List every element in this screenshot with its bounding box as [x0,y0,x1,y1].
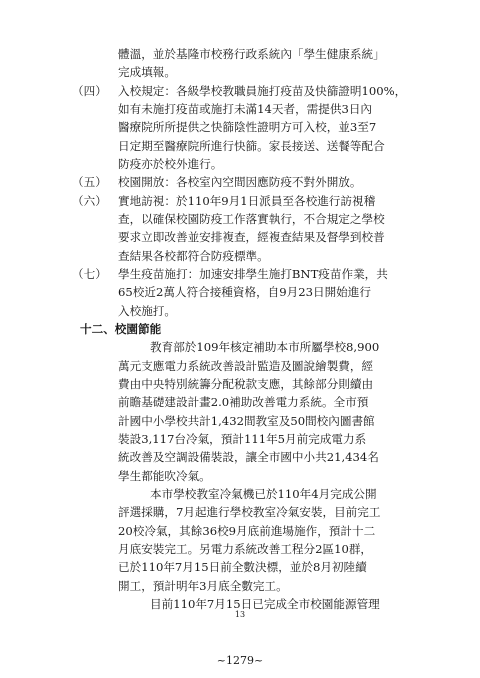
item-7-line: 65校近2萬人符合接種資格，自9月23日開始進行 [118,285,371,300]
paragraph-2-line: 本市學校教室冷氣機已於110年4月完成公開 [150,487,377,501]
paragraph-1-line: 萬元支應電力系統改善設計監造及圖說繪製費，經 [118,358,374,373]
item-7-marker: （七） [72,267,107,281]
item-6-line: 實地訪視：於110年9月1日派員至各校進行訪視稽 [118,193,376,208]
item-6-line: 要求立即改善並安排複查，經複查結果及督學到校普 [118,230,385,245]
paragraph-3-line: 目前110年7月15日已完成全市校園能源管理 [150,597,380,611]
paragraph-2-line: 開工，預計明年3月底全數完工。 [118,578,288,593]
item-6-marker: （六） [72,193,107,208]
item-4-line: 防疫亦於校外進行。 [118,157,223,171]
item-6-line: 查結果各校都符合防疫標準。 [118,248,269,263]
item-6-line: 查，以確保校園防疫工作落實執行，不合規定之學校 [118,212,385,226]
continuation-line-2: 完成填報。 [118,65,176,80]
footer-page-number: ~1279~ [216,654,264,667]
item-4-line: 入校規定：各級學校教職員施打疫苗及快篩證明100%， [118,83,407,98]
item-7-line: 學生疫苗施打：加速安排學生施打BNT疫苗作業，共 [118,267,388,281]
item-5-marker: （五） [72,175,107,190]
paragraph-1-line: 教育部於109年核定補助本市所屬學校8,900 [150,340,380,355]
section-heading: 十二、校園節能 [80,322,162,336]
item-5-line: 校園開放：各校室內空間因應防疫不對外開放。 [118,175,362,190]
item-4-line: 如有未施打疫苗或施打未滿14天者，需提供3日內 [118,102,373,116]
page-number: 13 [234,610,246,619]
item-4-marker: （四） [72,83,107,98]
paragraph-2-line: 評選採購，7月起進行學校教室冷氣安裝，目前完工 [118,505,381,520]
continuation-line-1: 體溫，並於基隆市校務行政系統內「學生健康系統」 [118,47,385,61]
item-4-line: 醫療院所所提供之快篩陰性證明方可入校，並3至7 [118,120,377,135]
item-4-line: 日定期至醫療院所進行快篩。家長接送、送餐等配合 [118,138,385,153]
paragraph-1-line: 前瞻基礎建設計畫2.0補助改善電力系統。全市預 [118,395,369,410]
paragraph-1-line: 計國中小學校共計1,432間教室及50間校內圖書館 [118,413,375,428]
paragraph-2-line: 已於110年7月15日前全數決標，並於8月初陸續 [118,560,367,575]
paragraph-1-line: 統改善及空調設備裝設，讓全市國中小共21,434名 [118,450,379,465]
paragraph-1-line: 費由中央特別統籌分配稅款支應，其餘部分則續由 [118,377,374,391]
paragraph-1-line: 學生都能吹冷氣。 [118,468,211,483]
paragraph-1-line: 裝設3,117台冷氣，預計111年5月前完成電力系 [118,432,367,446]
paragraph-2-line: 月底安裝完工。另電力系統改善工程分2區10群， [118,542,373,556]
paragraph-2-line: 20校冷氣，其餘36校9月底前進場施作，預計十二 [118,523,376,538]
item-7-line: 入校施打。 [118,303,176,318]
